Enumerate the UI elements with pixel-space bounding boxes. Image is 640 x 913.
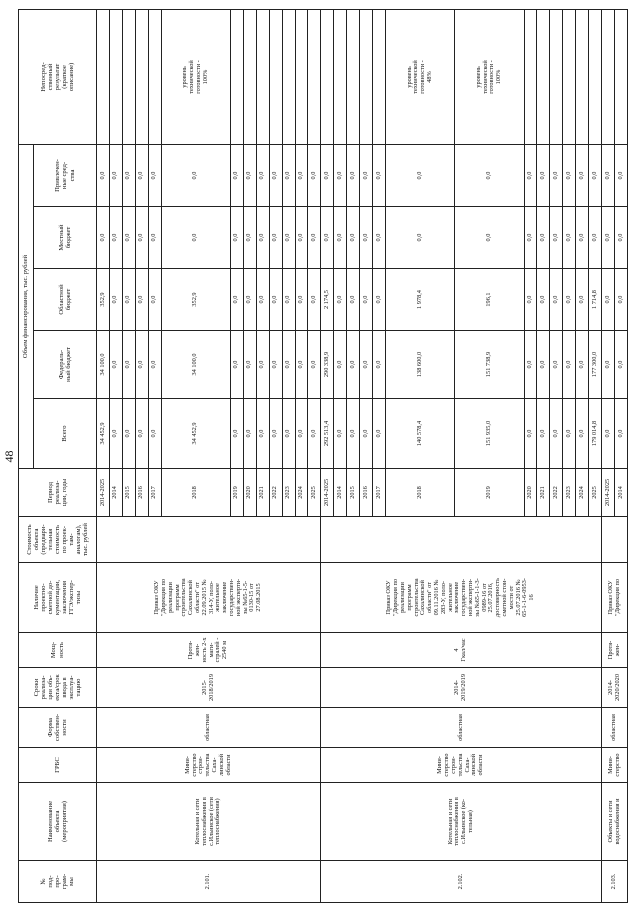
cell-year: 2020 <box>524 469 537 517</box>
cell-year: 2020 <box>243 469 256 517</box>
table-row <box>97 9 110 902</box>
object-ownership: областная <box>602 708 628 748</box>
header-regional: Областной бюджет <box>34 269 97 331</box>
page-number: 48 <box>2 450 16 463</box>
cell-total: 0,0 <box>122 399 135 469</box>
cell-regional: 0,0 <box>109 269 122 331</box>
cell-year: 2016 <box>135 469 148 517</box>
cell-attracted: 0,0 <box>537 144 550 206</box>
cell-local: 0,0 <box>269 207 282 269</box>
cell-result <box>109 9 122 144</box>
cell-year: 2014 <box>615 469 628 517</box>
cell-year: 2022 <box>269 469 282 517</box>
cell-local: 0,0 <box>385 207 454 269</box>
cell-result <box>308 9 321 144</box>
cell-total: 0,0 <box>295 399 308 469</box>
cell-federal: 0,0 <box>602 331 615 399</box>
cell-attracted: 0,0 <box>269 144 282 206</box>
cell-year: 2023 <box>563 469 576 517</box>
cell-local: 0,0 <box>122 207 135 269</box>
cell-total: 0,0 <box>602 399 615 469</box>
cell-federal: 0,0 <box>550 331 563 399</box>
cell-federal: 34 100,0 <box>97 331 110 399</box>
cell-federal: 0,0 <box>563 331 576 399</box>
cell-attracted: 0,0 <box>308 144 321 206</box>
cell-year: 2017 <box>148 469 161 517</box>
cell-result <box>537 9 550 144</box>
cell-total: 292 513,4 <box>321 399 334 469</box>
cell-federal: 0,0 <box>347 331 360 399</box>
cell-regional: 0,0 <box>615 269 628 331</box>
cell-total: 0,0 <box>576 399 589 469</box>
cell-local: 0,0 <box>455 207 524 269</box>
cell-attracted: 0,0 <box>295 144 308 206</box>
cell-local: 0,0 <box>360 207 373 269</box>
cell-attracted: 0,0 <box>230 144 243 206</box>
cell-regional: 352,9 <box>97 269 110 331</box>
cell-attracted: 0,0 <box>615 144 628 206</box>
cell-regional: 0,0 <box>122 269 135 331</box>
cell-total: 0,0 <box>282 399 295 469</box>
cell-local: 0,0 <box>524 207 537 269</box>
cell-attracted: 0,0 <box>576 144 589 206</box>
cell-federal: 138 600,0 <box>385 331 454 399</box>
cell-regional: 0,0 <box>602 269 615 331</box>
cell-total: 34 452,9 <box>97 399 110 469</box>
cell-local: 0,0 <box>347 207 360 269</box>
cell-local: 0,0 <box>334 207 347 269</box>
cell-local: 0,0 <box>109 207 122 269</box>
cell-total: 0,0 <box>563 399 576 469</box>
header-row-1 <box>19 9 34 902</box>
cell-federal: 0,0 <box>230 331 243 399</box>
object-grbs: Мини- стерство строи- тельства Саха- линской области <box>97 748 321 783</box>
cell-total: 34 452,9 <box>161 399 230 469</box>
header-terms: Сроки реализа- ции объ- екта/срок ввода в эксплуа- тацию <box>19 668 97 708</box>
cell-regional: 0,0 <box>524 269 537 331</box>
header-local: Местный бюджет <box>34 207 97 269</box>
cell-result <box>321 9 334 144</box>
object-doc: Приказ ОКУ "Дирекция по реализации программ строительства Сахалинской области" от 22.09.2015 № 314-У, поло- жительное заключение государствен- ной эксперти- зы №65-1-5- 0130-15 от 27.08.2015 <box>97 563 321 633</box>
cell-federal: 0,0 <box>308 331 321 399</box>
cell-local: 0,0 <box>602 207 615 269</box>
cell-federal: 0,0 <box>537 331 550 399</box>
cell-federal: 0,0 <box>334 331 347 399</box>
header-capacity: Мощ- ность <box>19 633 97 668</box>
object-ownership: областная <box>321 708 602 748</box>
cell-regional: 0,0 <box>576 269 589 331</box>
cell-result: уровень технической готовности - 48% <box>385 9 454 144</box>
cell-federal: 0,0 <box>135 331 148 399</box>
table-body <box>97 9 628 902</box>
cell-regional: 0,0 <box>550 269 563 331</box>
cell-local: 0,0 <box>97 207 110 269</box>
cell-local: 0,0 <box>563 207 576 269</box>
cell-regional: 0,0 <box>373 269 386 331</box>
cell-result <box>563 9 576 144</box>
cell-total: 0,0 <box>256 399 269 469</box>
cell-federal: 0,0 <box>360 331 373 399</box>
cell-federal: 177 300,0 <box>589 331 602 399</box>
cell-result <box>295 9 308 144</box>
cell-result <box>615 9 628 144</box>
header-period: Период реализа- ции, годы <box>19 469 97 517</box>
cell-total: 0,0 <box>360 399 373 469</box>
cell-total: 140 578,4 <box>385 399 454 469</box>
cell-local: 0,0 <box>589 207 602 269</box>
header-ownership: Форма собствен- ности <box>19 708 97 748</box>
cell-attracted: 0,0 <box>97 144 110 206</box>
cell-local: 0,0 <box>321 207 334 269</box>
program-table <box>18 9 628 903</box>
cell-regional: 1 978,4 <box>385 269 454 331</box>
cell-year: 2024 <box>295 469 308 517</box>
cell-local: 0,0 <box>550 207 563 269</box>
cell-attracted: 0,0 <box>589 144 602 206</box>
cell-result: уровень технической готовности - 100% <box>161 9 230 144</box>
cell-regional: 0,0 <box>334 269 347 331</box>
cell-federal: 0,0 <box>282 331 295 399</box>
cell-year: 2025 <box>308 469 321 517</box>
cell-federal: 0,0 <box>269 331 282 399</box>
cell-total: 179 014,8 <box>589 399 602 469</box>
cell-federal: 290 338,9 <box>321 331 334 399</box>
object-capacity: Протя- жен- ность 2-х маги- стралей - 2540 м <box>97 633 321 668</box>
object-terms: 2014- 2019/2019 <box>321 668 602 708</box>
cell-attracted: 0,0 <box>243 144 256 206</box>
cell-total: 0,0 <box>109 399 122 469</box>
cell-federal: 0,0 <box>524 331 537 399</box>
cell-year: 2014-2025 <box>97 469 110 517</box>
cell-year: 2014-2025 <box>321 469 334 517</box>
cell-total: 0,0 <box>524 399 537 469</box>
cell-year: 2018 <box>161 469 230 517</box>
cell-federal: 0,0 <box>256 331 269 399</box>
cell-federal: 0,0 <box>615 331 628 399</box>
cell-regional: 0,0 <box>295 269 308 331</box>
cell-result <box>589 9 602 144</box>
cell-total: 0,0 <box>148 399 161 469</box>
cell-year: 2014 <box>334 469 347 517</box>
cell-year: 2019 <box>230 469 243 517</box>
cell-attracted: 0,0 <box>122 144 135 206</box>
cell-result <box>360 9 373 144</box>
object-cost <box>602 517 628 563</box>
cell-regional: 0,0 <box>269 269 282 331</box>
cell-total: 0,0 <box>537 399 550 469</box>
cell-result <box>602 9 615 144</box>
cell-year: 2017 <box>373 469 386 517</box>
cell-year: 2018 <box>385 469 454 517</box>
table-row <box>602 9 615 902</box>
cell-federal: 0,0 <box>109 331 122 399</box>
cell-regional: 0,0 <box>360 269 373 331</box>
cell-local: 0,0 <box>295 207 308 269</box>
cell-year: 2021 <box>256 469 269 517</box>
header-doc: Наличие проектно- сметной до- кументации, заключения ГГЭ/экспер- тизы <box>19 563 97 633</box>
header-name: Наименование объекта (мероприятия) <box>19 783 97 861</box>
cell-result <box>282 9 295 144</box>
object-grbs: Мини- стерство строи- тельства Саха- линской области <box>321 748 602 783</box>
table-row <box>321 9 334 902</box>
cell-federal: 0,0 <box>576 331 589 399</box>
cell-result <box>334 9 347 144</box>
cell-local: 0,0 <box>615 207 628 269</box>
cell-year: 2014 <box>109 469 122 517</box>
cell-federal: 34 100,0 <box>161 331 230 399</box>
cell-year: 2021 <box>537 469 550 517</box>
cell-regional: 1 714,8 <box>589 269 602 331</box>
cell-year: 2022 <box>550 469 563 517</box>
cell-result <box>550 9 563 144</box>
object-terms: 2015- 2018/2019 <box>97 668 321 708</box>
cell-year: 2019 <box>455 469 524 517</box>
cell-local: 0,0 <box>537 207 550 269</box>
cell-total: 151 935,0 <box>455 399 524 469</box>
cell-result <box>230 9 243 144</box>
cell-total: 0,0 <box>308 399 321 469</box>
cell-attracted: 0,0 <box>602 144 615 206</box>
cell-regional: 0,0 <box>347 269 360 331</box>
cell-result <box>97 9 110 144</box>
cell-total: 0,0 <box>243 399 256 469</box>
cell-result <box>373 9 386 144</box>
cell-year: 2016 <box>360 469 373 517</box>
object-name: Котельная и сети теплоснабжения в с.Ильинское (сети теплоснабжения) <box>97 783 321 861</box>
object-ownership: областная <box>97 708 321 748</box>
header-num: № под- про- грам- мы <box>19 861 97 903</box>
cell-attracted: 0,0 <box>256 144 269 206</box>
cell-federal: 0,0 <box>122 331 135 399</box>
cell-regional: 0,0 <box>563 269 576 331</box>
cell-result: уровень технической готовности - 100% <box>455 9 524 144</box>
object-capacity: Протя- жен- <box>602 633 628 668</box>
cell-total: 0,0 <box>347 399 360 469</box>
header-result: Непосред- ственный результат (краткое описание) <box>19 9 97 144</box>
cell-regional: 0,0 <box>243 269 256 331</box>
cell-regional: 0,0 <box>135 269 148 331</box>
cell-result <box>524 9 537 144</box>
cell-result <box>122 9 135 144</box>
cell-attracted: 0,0 <box>550 144 563 206</box>
cell-year: 2015 <box>122 469 135 517</box>
cell-result <box>576 9 589 144</box>
cell-result <box>243 9 256 144</box>
object-doc: Приказ ОКУ "Дирекция по реализации программ строительства Сахалинской области" от 09.11.2016 № 283-У, поло- жительное заключение государствен- ной эксперти- зы №65-1-1-3- 0989-16 от 25.07.2016, достоверность сметной стои- мости от 25.07.2016 № 65-1-1-6-0953- 16 <box>321 563 602 633</box>
cell-regional: 0,0 <box>256 269 269 331</box>
cell-result <box>347 9 360 144</box>
cell-result <box>256 9 269 144</box>
object-cost <box>321 517 602 563</box>
cell-federal: 0,0 <box>148 331 161 399</box>
cell-regional: 196,1 <box>455 269 524 331</box>
object-cost <box>97 517 321 563</box>
cell-regional: 0,0 <box>230 269 243 331</box>
cell-regional: 0,0 <box>537 269 550 331</box>
cell-total: 0,0 <box>135 399 148 469</box>
cell-result <box>135 9 148 144</box>
cell-attracted: 0,0 <box>334 144 347 206</box>
cell-local: 0,0 <box>135 207 148 269</box>
cell-federal: 0,0 <box>295 331 308 399</box>
cell-result <box>269 9 282 144</box>
cell-local: 0,0 <box>148 207 161 269</box>
object-terms: 2014- 2020/2020 <box>602 668 628 708</box>
cell-local: 0,0 <box>308 207 321 269</box>
cell-year: 2023 <box>282 469 295 517</box>
cell-total: 0,0 <box>334 399 347 469</box>
cell-attracted: 0,0 <box>161 144 230 206</box>
cell-local: 0,0 <box>256 207 269 269</box>
cell-federal: 0,0 <box>373 331 386 399</box>
cell-attracted: 0,0 <box>347 144 360 206</box>
cell-regional: 0,0 <box>308 269 321 331</box>
object-name: Объекты и сети водоснабжения и <box>602 783 628 861</box>
cell-attracted: 0,0 <box>373 144 386 206</box>
cell-attracted: 0,0 <box>360 144 373 206</box>
object-num: 2.101. <box>97 861 321 903</box>
cell-attracted: 0,0 <box>135 144 148 206</box>
object-num: 2.102. <box>321 861 602 903</box>
object-doc: Приказ ОКУ "Дирекция по <box>602 563 628 633</box>
header-funding-group: Объем финансирования, тыс. рублей <box>19 144 34 468</box>
cell-regional: 0,0 <box>148 269 161 331</box>
cell-year: 2014-2025 <box>602 469 615 517</box>
cell-local: 0,0 <box>161 207 230 269</box>
cell-federal: 0,0 <box>243 331 256 399</box>
cell-attracted: 0,0 <box>109 144 122 206</box>
cell-local: 0,0 <box>373 207 386 269</box>
cell-attracted: 0,0 <box>563 144 576 206</box>
object-capacity: 4 Гкал/час <box>321 633 602 668</box>
header-attracted: Привлечен- ные сред- ства <box>34 144 97 206</box>
cell-attracted: 0,0 <box>524 144 537 206</box>
object-num: 2.103. <box>602 861 628 903</box>
cell-local: 0,0 <box>230 207 243 269</box>
cell-attracted: 0,0 <box>321 144 334 206</box>
cell-regional: 0,0 <box>282 269 295 331</box>
header-total: Всего <box>34 399 97 469</box>
cell-federal: 151 738,9 <box>455 331 524 399</box>
cell-result <box>148 9 161 144</box>
cell-regional: 352,9 <box>161 269 230 331</box>
object-name: Котельная и сети теплоснабжения в с.Ильинское (ко- тельная) <box>321 783 602 861</box>
cell-total: 0,0 <box>269 399 282 469</box>
cell-attracted: 0,0 <box>455 144 524 206</box>
cell-attracted: 0,0 <box>282 144 295 206</box>
cell-total: 0,0 <box>615 399 628 469</box>
cell-year: 2024 <box>576 469 589 517</box>
cell-local: 0,0 <box>282 207 295 269</box>
cell-total: 0,0 <box>550 399 563 469</box>
cell-total: 0,0 <box>230 399 243 469</box>
cell-year: 2025 <box>589 469 602 517</box>
header-grbs: ГРБС <box>19 748 97 783</box>
header-federal: Федераль- ный бюджет <box>34 331 97 399</box>
cell-local: 0,0 <box>576 207 589 269</box>
cell-year: 2015 <box>347 469 360 517</box>
cell-attracted: 0,0 <box>148 144 161 206</box>
cell-total: 0,0 <box>373 399 386 469</box>
cell-attracted: 0,0 <box>385 144 454 206</box>
object-grbs: Мини- стерство <box>602 748 628 783</box>
cell-regional: 2 174,5 <box>321 269 334 331</box>
header-cost: Стоимость объекта (предвари- тельная стоимость по проек- там- аналогам), тыс. рублей <box>19 517 97 563</box>
cell-local: 0,0 <box>243 207 256 269</box>
